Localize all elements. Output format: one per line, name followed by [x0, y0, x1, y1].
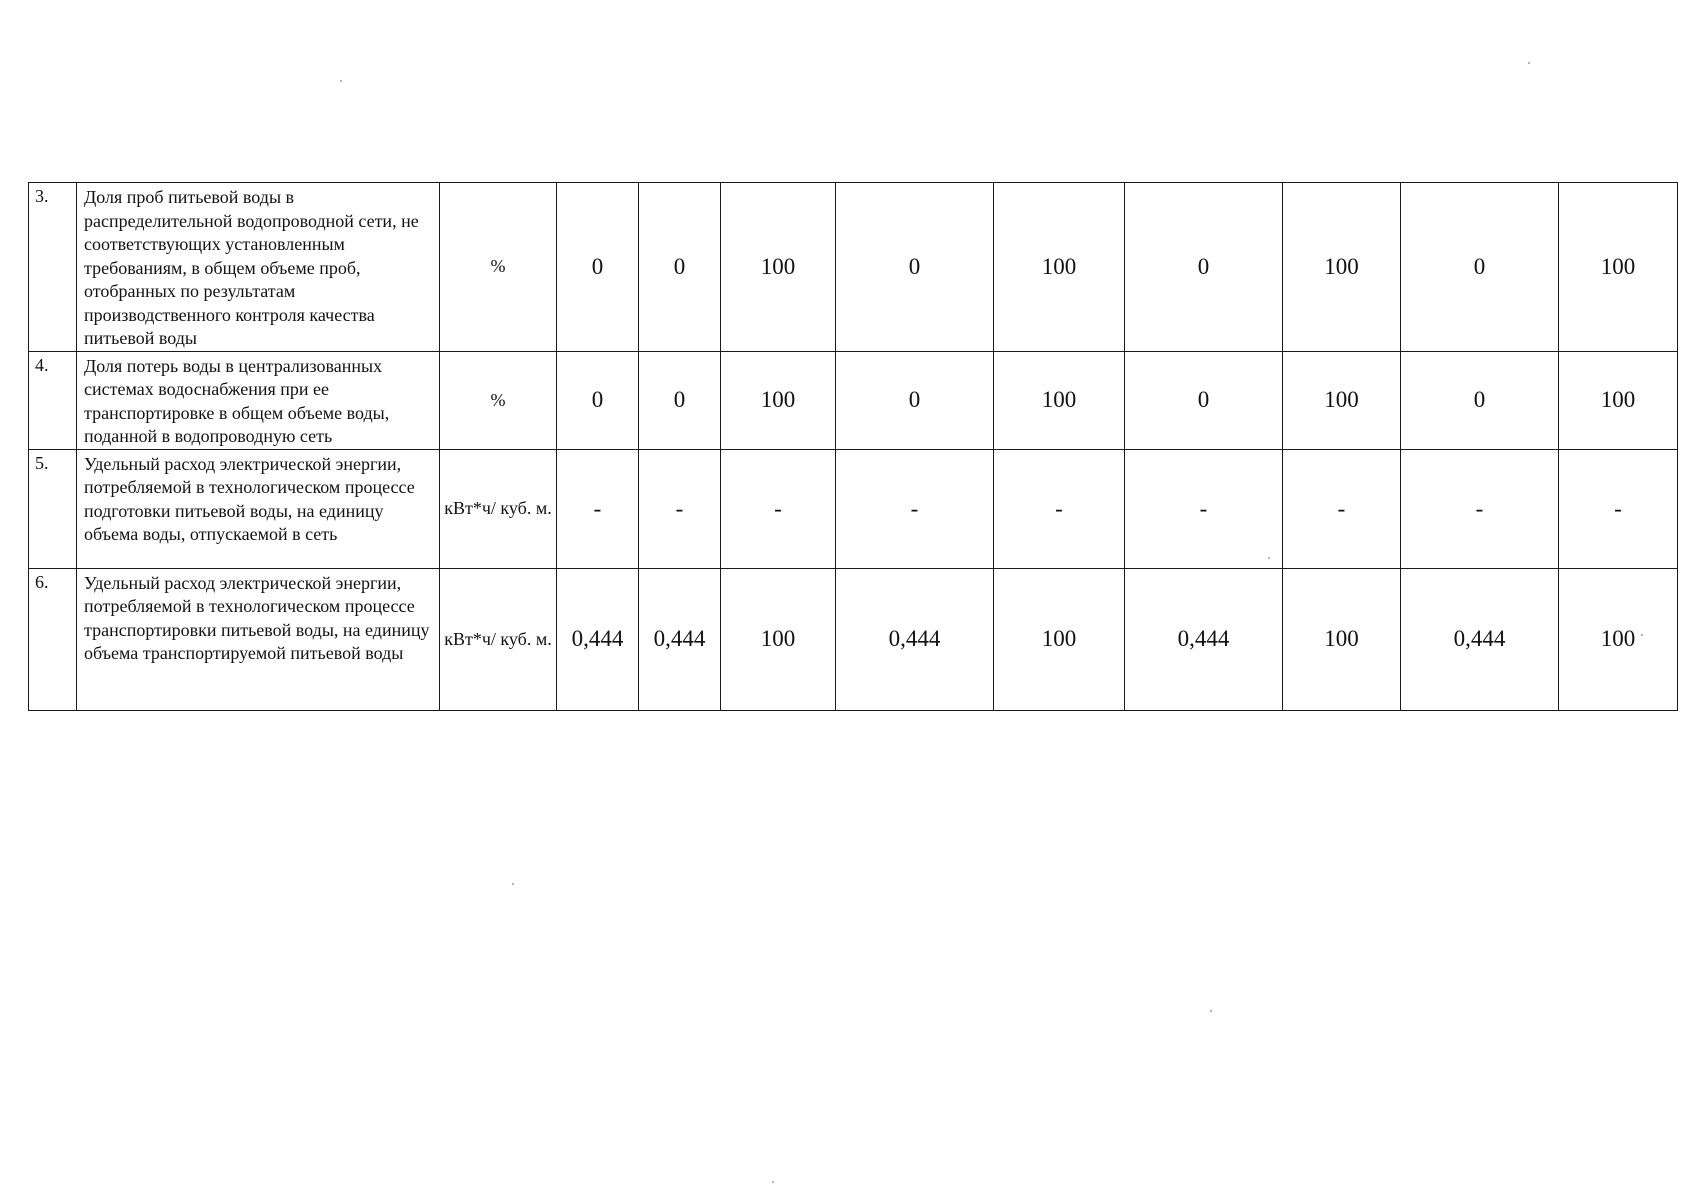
value-cell: 0 — [639, 351, 721, 449]
scan-speck — [512, 883, 514, 885]
value-cell: - — [836, 449, 994, 568]
value-cell: 100 — [1283, 351, 1401, 449]
scan-speck — [340, 80, 342, 82]
value-cell: 100 — [1559, 568, 1678, 710]
row-number: 3. — [29, 183, 77, 352]
value-cell: 0,444 — [557, 568, 639, 710]
value-cell: 100 — [1559, 351, 1678, 449]
value-cell: - — [1125, 449, 1283, 568]
table-row — [29, 183, 1678, 352]
indicator-description: Доля потерь воды в централизованных системах водоснабжения при ее транспортировке в общем объеме воды, поданной в водопроводную сеть — [77, 351, 440, 449]
value-cell: 100 — [1283, 568, 1401, 710]
value-cell: 0,444 — [836, 568, 994, 710]
value-cell: 100 — [1283, 183, 1401, 352]
value-cell: - — [994, 449, 1125, 568]
scan-speck — [772, 1181, 774, 1183]
indicators-table — [28, 182, 1678, 711]
indicator-description: Удельный расход электрической энергии, потребляемой в технологическом процессе подготовки питьевой воды, на единицу объема воды, отпускаемой в сеть — [77, 449, 440, 568]
unit-cell: кВт*ч/ куб. м. — [440, 568, 557, 710]
value-cell: 0 — [836, 351, 994, 449]
value-cell: 0,444 — [639, 568, 721, 710]
value-cell: 100 — [994, 183, 1125, 352]
value-cell: 0 — [1401, 183, 1559, 352]
value-cell: - — [721, 449, 836, 568]
value-cell: 100 — [721, 183, 836, 352]
row-number: 6. — [29, 568, 77, 710]
value-cell: - — [639, 449, 721, 568]
value-cell: 100 — [721, 568, 836, 710]
value-cell: 0 — [557, 183, 639, 352]
indicator-description: Удельный расход электрической энергии, потребляемой в технологическом процессе транспортировки питьевой воды, на единицу объема транспортируемой питьевой воды — [77, 568, 440, 710]
row-number: 5. — [29, 449, 77, 568]
table-row — [29, 351, 1678, 449]
value-cell: 100 — [1559, 183, 1678, 352]
indicator-description: Доля проб питьевой воды в распределительной водопроводной сети, не соответствующих установленным требованиям, в общем объеме проб, отобранных по результатам производственного контроля качества питьевой воды — [77, 183, 440, 352]
value-cell: - — [1283, 449, 1401, 568]
value-cell: 0 — [1125, 351, 1283, 449]
value-cell: - — [557, 449, 639, 568]
value-cell: 0 — [557, 351, 639, 449]
value-cell: - — [1559, 449, 1678, 568]
table-row — [29, 568, 1678, 710]
unit-cell: % — [440, 183, 557, 352]
value-cell: - — [1401, 449, 1559, 568]
value-cell: 0,444 — [1125, 568, 1283, 710]
unit-cell: кВт*ч/ куб. м. — [440, 449, 557, 568]
value-cell: 100 — [994, 351, 1125, 449]
value-cell: 0 — [1401, 351, 1559, 449]
value-cell: 0,444 — [1401, 568, 1559, 710]
value-cell: 0 — [836, 183, 994, 352]
value-cell: 100 — [721, 351, 836, 449]
value-cell: 0 — [1125, 183, 1283, 352]
row-number: 4. — [29, 351, 77, 449]
scan-speck — [1210, 1010, 1212, 1012]
value-cell: 100 — [994, 568, 1125, 710]
unit-cell: % — [440, 351, 557, 449]
value-cell: 0 — [639, 183, 721, 352]
table-row — [29, 449, 1678, 568]
scan-speck — [1528, 62, 1530, 64]
